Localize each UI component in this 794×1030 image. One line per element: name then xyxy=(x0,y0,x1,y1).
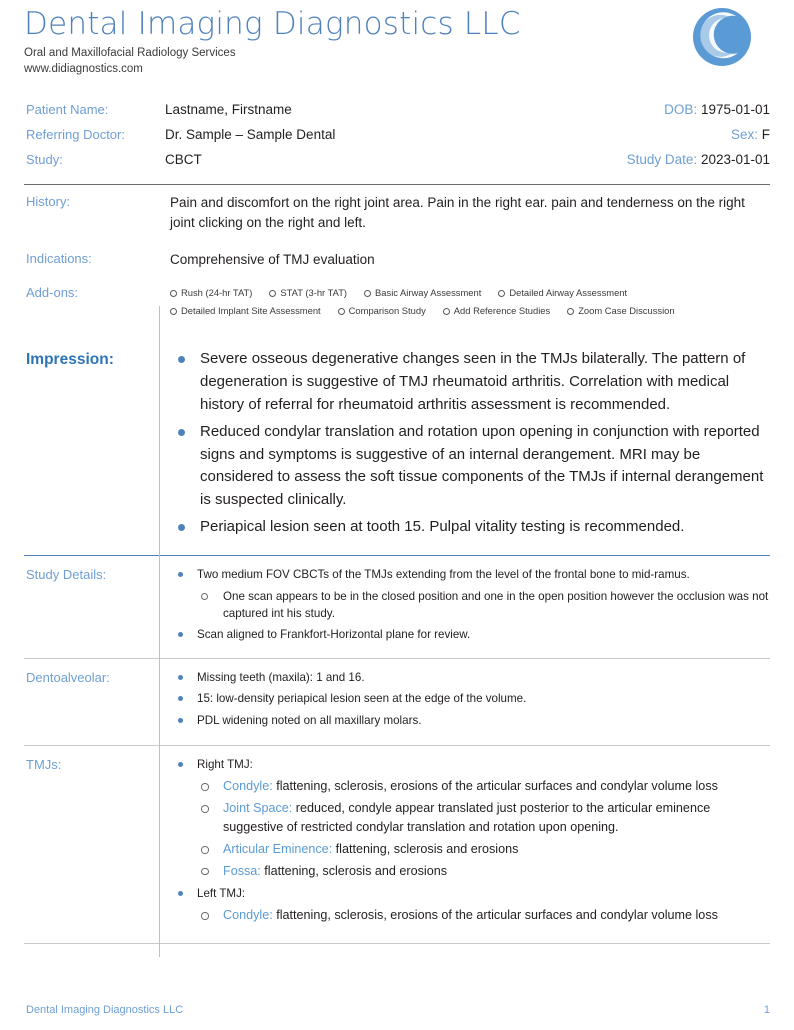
indications-label: Indications: xyxy=(26,251,92,267)
list-item: Periapical lesion seen at tooth 15. Pulpal vitality testing is recommended. xyxy=(165,516,770,539)
tmjs-label: TMJs: xyxy=(26,757,62,772)
addon-label: Basic Airway Assessment xyxy=(375,287,482,299)
list-item xyxy=(165,862,770,881)
addon-option[interactable] xyxy=(269,284,347,302)
list-item xyxy=(165,840,770,859)
finding-text: reduced, condyle appear translated just posterior to the articular eminence suggestive of restricted condylar translation and rotation upon opening. xyxy=(223,801,711,835)
meta-row-patient-name xyxy=(26,102,770,127)
tmj-left-list xyxy=(165,885,770,902)
addon-label: Comparison Study xyxy=(348,305,426,317)
dob-value: 1975-01-01 xyxy=(700,102,770,117)
finding-text: flattening, sclerosis and erosions xyxy=(332,842,519,857)
sex-label: Sex: xyxy=(730,127,758,142)
finding-term: Condyle: xyxy=(223,779,273,794)
indications-text: Comprehensive of TMJ evaluation xyxy=(170,252,375,268)
impression-list xyxy=(165,348,770,540)
crescent-circle-logo-icon xyxy=(692,7,752,67)
addon-option[interactable] xyxy=(364,284,481,302)
list-item: Two medium FOV CBCTs of the TMJs extending from the level of the frontal bone to mid-ramus. xyxy=(165,566,770,583)
referring-doctor-label: Referring Doctor: xyxy=(26,127,125,142)
radio-circle-icon xyxy=(364,290,371,297)
radio-circle-icon xyxy=(567,308,574,315)
sex-field xyxy=(731,127,770,142)
addon-label: STAT (3-hr TAT) xyxy=(280,287,348,299)
addon-option[interactable] xyxy=(170,302,321,320)
section-impression xyxy=(0,338,794,556)
patient-name-value: Lastname, Firstname xyxy=(165,102,292,117)
list-item xyxy=(165,799,770,837)
dentoalveolar-list xyxy=(165,669,770,729)
list-item: Missing teeth (maxila): 1 and 16. xyxy=(165,669,770,686)
study-label: Study: xyxy=(26,152,63,167)
divider-below-tmjs xyxy=(24,943,770,944)
tmj-right-list xyxy=(165,756,770,773)
meta-row-referring-doctor xyxy=(26,127,770,152)
addon-option[interactable] xyxy=(443,302,550,320)
study-date-field xyxy=(627,152,770,167)
meta-row-study xyxy=(26,152,770,177)
footer-page-number: 1 xyxy=(763,1004,770,1016)
section-study-details xyxy=(0,556,794,658)
addon-label: Detailed Implant Site Assessment xyxy=(181,305,321,317)
radio-circle-icon xyxy=(170,290,177,297)
radio-circle-icon xyxy=(269,290,276,297)
list-item: Severe osseous degenerative changes seen in the TMJs bilaterally. The pattern of degeneration is suggestive of TMJ rheumatoid arthritis. Correlation with medical history of referral for rheumatoid arthritis assessment is recommended. xyxy=(165,348,770,417)
list-item xyxy=(165,777,770,796)
radio-circle-icon xyxy=(170,308,177,315)
dentoalveolar-label: Dentoalveolar: xyxy=(26,669,110,685)
document-footer xyxy=(0,1004,794,1016)
finding-term: Fossa: xyxy=(223,863,261,878)
referring-doctor-value: Dr. Sample – Sample Dental xyxy=(165,127,336,142)
addons-row-1 xyxy=(170,284,770,302)
study-value: CBCT xyxy=(165,152,202,167)
finding-term: Articular Eminence: xyxy=(223,842,333,857)
list-item xyxy=(165,906,770,925)
dob-field xyxy=(664,102,770,117)
patient-meta-block xyxy=(0,102,794,177)
footer-company: Dental Imaging Diagnostics LLC xyxy=(26,1004,184,1016)
study-details-list xyxy=(165,566,770,583)
impression-label: Impression: xyxy=(26,350,114,368)
left-tmj-findings xyxy=(165,906,770,925)
study-date-label: Study Date: xyxy=(626,152,698,167)
addon-label: Add Reference Studies xyxy=(453,305,551,317)
history-text: Pain and discomfort on the right joint area. Pain in the right ear. pain and tenderness on the right joint clicking on the right and left. xyxy=(170,195,745,230)
history-label: History: xyxy=(26,194,71,209)
study-details-label: Study Details: xyxy=(26,567,107,583)
page-title: Dental Imaging Diagnostics LLC xyxy=(24,6,521,42)
patient-name-label: Patient Name: xyxy=(26,102,109,117)
addon-option[interactable] xyxy=(338,302,426,320)
company-website: www.didiagnostics.com xyxy=(24,62,143,75)
section-indications xyxy=(0,242,794,278)
addon-option[interactable] xyxy=(170,284,252,302)
list-item: One scan appears to be in the closed position and one in the open position however the occlusion was not captured int his study. xyxy=(165,588,770,623)
finding-text: flattening, sclerosis, erosions of the articular surfaces and condylar volume loss xyxy=(272,908,718,923)
list-item: 15: low-density periapical lesion seen at the edge of the volume. xyxy=(165,690,770,707)
addon-option[interactable] xyxy=(567,302,674,320)
section-addons xyxy=(0,279,794,329)
addon-label: Zoom Case Discussion xyxy=(578,305,675,317)
study-details-list-2 xyxy=(165,626,770,643)
addon-option[interactable] xyxy=(498,284,627,302)
radio-circle-icon xyxy=(443,308,450,315)
company-subtitle: Oral and Maxillofacial Radiology Services xyxy=(24,47,236,60)
list-item: Reduced condylar translation and rotation upon opening in conjunction with reported signs and symptoms is suggestive of an internal derangement. MRI may be considered to assess the soft tissue components of the TMJs if internal derangement is suspected clinically. xyxy=(165,421,770,513)
study-details-sublist xyxy=(165,588,770,623)
list-item: PDL widening noted on all maxillary molars. xyxy=(165,712,770,729)
left-tmj-heading: Left TMJ: xyxy=(165,885,770,902)
addon-label: Rush (24-hr TAT) xyxy=(181,287,253,299)
right-tmj-heading: Right TMJ: xyxy=(165,756,770,773)
addon-label: Detailed Airway Assessment xyxy=(509,287,628,299)
dob-label: DOB: xyxy=(664,102,698,117)
list-item: Scan aligned to Frankfort-Horizontal plane for review. xyxy=(165,626,770,643)
radio-circle-icon xyxy=(338,308,345,315)
section-tmjs xyxy=(0,746,794,937)
addons-label: Add-ons: xyxy=(26,285,79,301)
sex-value: F xyxy=(761,127,770,142)
finding-text: flattening, sclerosis, erosions of the articular surfaces and condylar volume loss xyxy=(272,779,718,794)
right-tmj-findings xyxy=(165,777,770,880)
finding-term: Joint Space: xyxy=(223,801,293,816)
finding-term: Condyle: xyxy=(223,908,273,923)
document-header xyxy=(0,0,794,86)
addons-row-2 xyxy=(170,302,770,320)
study-date-value: 2023-01-01 xyxy=(700,152,770,167)
section-dentoalveolar xyxy=(0,659,794,745)
radio-circle-icon xyxy=(498,290,505,297)
finding-text: flattening, sclerosis and erosions xyxy=(260,863,448,878)
section-history xyxy=(0,185,794,240)
